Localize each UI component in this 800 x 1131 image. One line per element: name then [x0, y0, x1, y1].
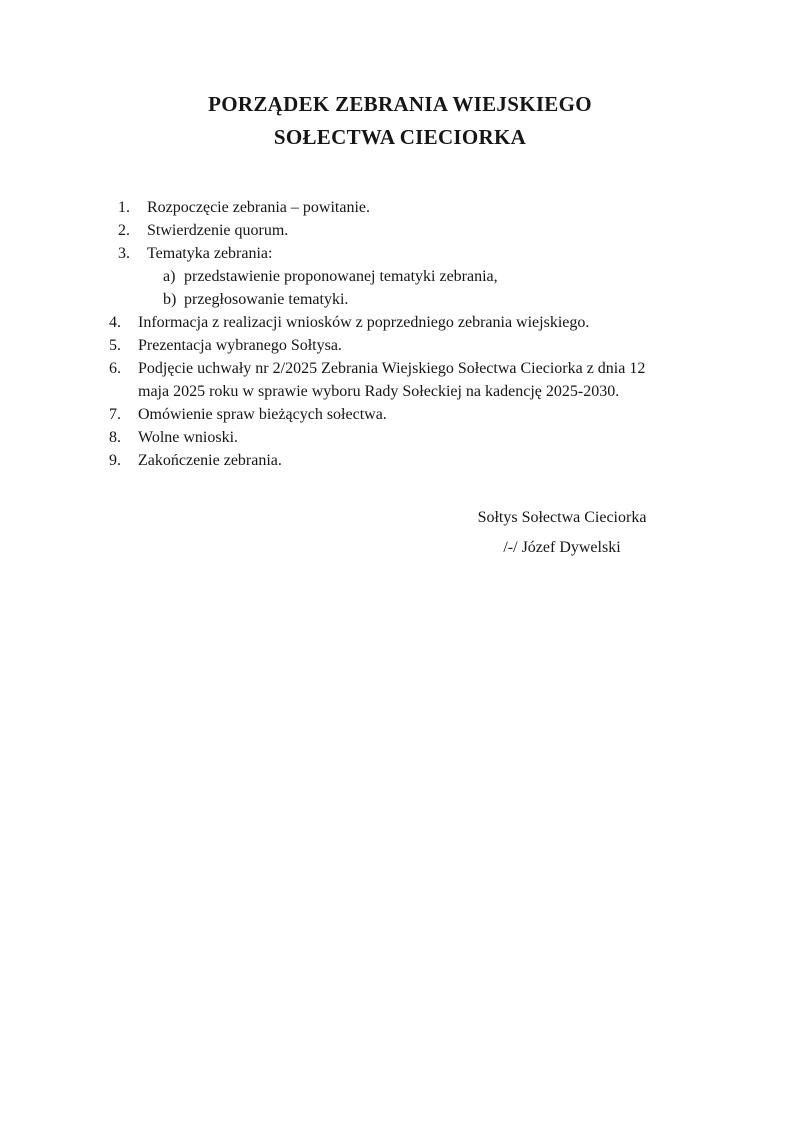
item-text: Wolne wnioski.	[138, 429, 239, 446]
item-letter: b)	[163, 291, 177, 308]
agenda-subitem-b	[163, 288, 710, 311]
agenda-item-8	[109, 426, 710, 449]
item-text	[138, 357, 710, 403]
agenda-item-6	[109, 357, 710, 403]
document-title-line-2: SOŁECTWA CIECIORKA	[273, 125, 527, 149]
agenda-item-4	[109, 311, 710, 334]
document-title-block	[0, 0, 800, 154]
item-text-line-1: Podjęcie uchwały nr 2/2025 Zebrania Wiejskiego Sołectwa Cieciorka z dnia 12	[138, 360, 646, 377]
item-text-line-2: maja 2025 roku w sprawie wyboru Rady Sołeckiej na kadencję 2025-2030.	[138, 383, 620, 400]
item-number: 1.	[118, 199, 130, 216]
item-number: 7.	[109, 406, 121, 423]
item-number: 4.	[109, 314, 121, 331]
item-text: Omówienie spraw bieżących sołectwa.	[138, 406, 387, 423]
item-text: przedstawienie proponowanej tematyki zebrania,	[184, 268, 498, 285]
signature-name: /-/ Józef Dywelski	[503, 539, 621, 556]
item-number: 2.	[118, 222, 130, 239]
agenda-item-2	[118, 219, 710, 242]
signature-block	[442, 503, 682, 563]
item-letter: a)	[163, 268, 176, 285]
agenda-item-7	[109, 403, 710, 426]
item-text: Informacja z realizacji wniosków z poprzedniego zebrania wiejskiego.	[138, 314, 590, 331]
item-number: 6.	[109, 360, 121, 377]
item-number: 5.	[109, 337, 121, 354]
item-text: Rozpoczęcie zebrania – powitanie.	[147, 199, 370, 216]
signature-role: Sołtys Sołectwa Cieciorka	[477, 509, 647, 526]
item-text: Zakończenie zebrania.	[138, 452, 282, 469]
item-text: przegłosowanie tematyki.	[184, 291, 349, 308]
item-text: Prezentacja wybranego Sołtysa.	[138, 337, 342, 354]
agenda-item-5	[109, 334, 710, 357]
item-number: 3.	[118, 245, 130, 262]
agenda-subitem-a	[163, 265, 710, 288]
item-text: Tematyka zebrania:	[147, 245, 273, 262]
agenda-item-3	[118, 242, 710, 265]
item-number: 8.	[109, 429, 121, 446]
agenda-item-1	[118, 196, 710, 219]
item-number: 9.	[109, 452, 121, 469]
agenda-item-9	[109, 449, 710, 472]
item-text: Stwierdzenie quorum.	[147, 222, 289, 239]
document-title-line-1: PORZĄDEK ZEBRANIA WIEJSKIEGO	[208, 92, 592, 116]
agenda-list	[0, 196, 800, 472]
